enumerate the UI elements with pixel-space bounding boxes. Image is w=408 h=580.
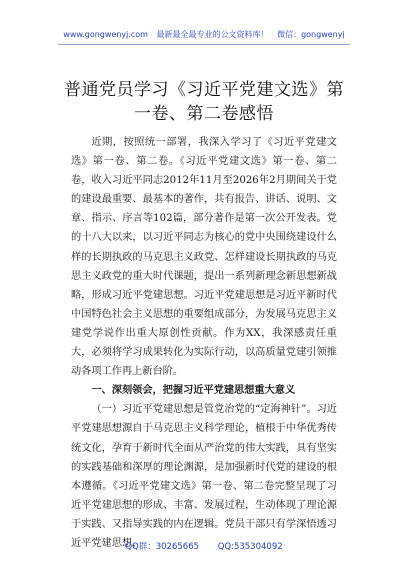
section-heading: 一、深刻领会，把握习近平党建思想重大意义: [91, 385, 296, 397]
document-title: 普通党员学习《习近平党建文选》第一卷、第二卷感悟: [64, 80, 344, 124]
document-body: [71, 133, 337, 553]
site-footer: [0, 542, 408, 553]
wechat-id: 微信：gongwenyj: [277, 30, 345, 39]
qq-group: QQ群：30265665: [125, 542, 200, 552]
qq-contact: QQ:535304092: [217, 542, 283, 552]
site-header: [0, 30, 408, 40]
site-url[interactable]: www.gongwenyj.com: [63, 30, 148, 39]
intro-paragraph: 近期，按照统一部署，我深入学习了《习近平党建文选》第一卷、第二卷。《习近平党建文选》第一卷、第二卷，收入习近平同志2012年11月至2026年2月期间关于党的建设最重要、最基本的著作，共有报告、讲话、说明、文章、指示、序言等102篇，部分著作是第一次公开发表。党的十八大以来，以习近平同志为核心的党中央围绕建设什么样的长期执政的马克思主义政党、怎样建设长期执政的马克思主义政党的重大时代课题，提出一系列新理念新思想新战略，形成习近平党建思想。习近平党建思想是习近平新时代中国特色社会主义思想的重要组成部分，为发展马克思主义建党学说作出重大原创性贡献。作为XX，我深感责任重大，必须将学习成果转化为实际行动，以高质量党建引领推动各项工作再上新台阶。: [71, 137, 337, 378]
site-tagline: 最新最全最专业的公文资料库！: [156, 30, 269, 39]
header-divider: [58, 44, 350, 45]
body-paragraph: （一）习近平党建思想是管党治党的“定海神针”。习近平党建思想源自于马克思主义科学理论，植根于中华优秀传统文化，孕育于新时代全面从严治党的伟大实践，具有坚实的实践基础和深厚的理论渊源，是加强新时代党的建设的根本遵循。《习近平党建文选》第一卷、第二卷完整呈现了习近平党建思想的形成、丰富、发展过程，生动体现了理论源于实践、又指导实践的内在逻辑。党员干部只有学深悟透习近平党建思想，: [71, 404, 337, 549]
